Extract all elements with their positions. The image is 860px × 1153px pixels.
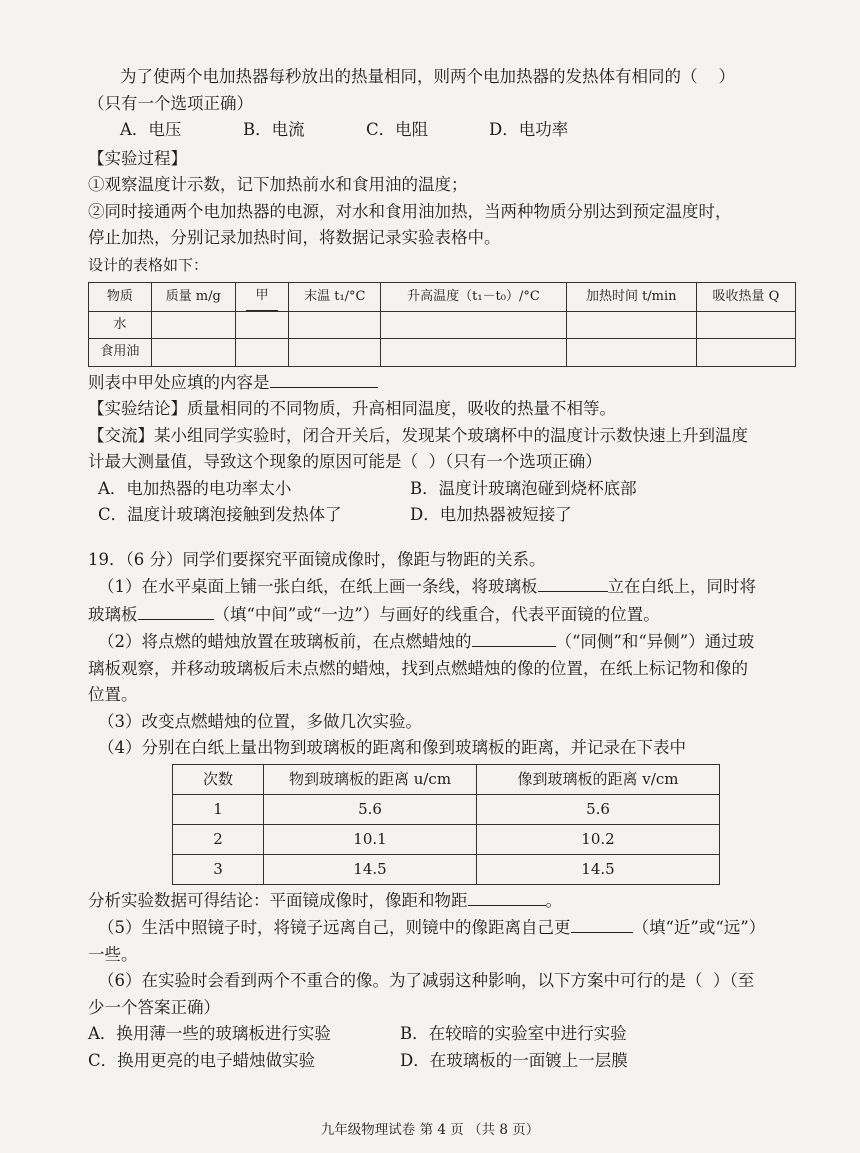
option-c: C．电阻 <box>366 120 429 139</box>
table-row <box>89 339 796 367</box>
q19-part3: （3）改变点燃蜡烛的位置，多做几次实验。 <box>98 711 422 731</box>
answer-blank <box>138 601 214 620</box>
table-header-cell: 质量 m/g <box>151 283 235 312</box>
jia-blank: 甲 <box>246 283 278 311</box>
table-row: 3 14.5 14.5 <box>173 854 720 884</box>
option-row <box>88 502 804 529</box>
question-19-title: 19．（6 分）同学们要探究平面镜成像时，像距与物距的关系。 <box>88 549 546 569</box>
table-row: 1 5.6 5.6 <box>173 794 720 824</box>
option-row <box>88 1021 804 1048</box>
q19-part2-cont: 璃板观察，并移动玻璃板后未点燃的蜡烛，找到点燃蜡烛的像的位置，在纸上标记物和像的 <box>88 658 748 678</box>
table-header-row <box>89 283 796 312</box>
q19-part2-end: 位置。 <box>88 685 138 704</box>
option-a: A．电压 <box>120 120 182 139</box>
section-heading: 【实验过程】 <box>88 148 187 168</box>
q19-part6: （6）在实验时会看到两个不重合的像。为了减弱这种影响，以下方案中可行的是（ ）（至 <box>98 971 755 990</box>
conclusion: 【实验结论】质量相同的不同物质，升高相同温度，吸收的热量不相等。 <box>88 399 616 418</box>
option-d: D．电功率 <box>489 120 569 139</box>
answer-blank <box>538 573 608 592</box>
table-header-row <box>173 764 720 794</box>
option-c: C．换用更亮的电子蜡烛做实验 <box>88 1050 316 1070</box>
option-row <box>88 476 804 503</box>
option-a: A．电加热器的电功率太小 <box>98 478 292 498</box>
option-b: B．在较暗的实验室中进行实验 <box>400 1024 627 1043</box>
data-table-heating <box>88 282 796 367</box>
answer-blank <box>571 914 633 933</box>
exchange-text-cont: 计最大测量值，导致这个现象的原因可能是（ ）（只有一个选项正确） <box>88 452 602 471</box>
answer-blank <box>270 369 378 388</box>
q19-part6-cont: 少一个答案正确） <box>88 997 220 1017</box>
table-row-label: 水 <box>89 311 152 339</box>
question-text: 为了使两个电加热器每秒放出的热量相同，则两个电加热器的发热体有相同的（ ） <box>120 67 735 86</box>
table-header-cell: 末温 t₁/°C <box>289 283 381 312</box>
table-header-cell: 加热时间 t/min <box>566 283 696 312</box>
process-step-2-cont: 停止加热，分别记录加热时间，将数据记录实验表格中。 <box>88 228 501 247</box>
table-header-cell: 升高温度（t₁－t₀）/°C <box>381 283 566 312</box>
table-row-label: 食用油 <box>89 339 152 367</box>
table-header-cell <box>235 283 289 312</box>
option-row <box>88 1048 804 1075</box>
fill-blank-line: 则表中甲处应填的内容是 <box>88 369 804 397</box>
q19-part5: （5）生活中照镜子时，将镜子远离自己，则镜中的像距离自己更 （填“近”或“远”） <box>88 914 804 942</box>
table-row <box>89 311 796 339</box>
table-header-cell: 吸收热量 Q <box>696 283 795 312</box>
option-a: A．换用薄一些的玻璃板进行实验 <box>88 1024 331 1043</box>
table-header-cell: 次数 <box>173 764 264 794</box>
option-d: D．在玻璃板的一面镀上一层膜 <box>400 1050 628 1070</box>
option-d: D．电加热器被短接了 <box>410 505 572 524</box>
answer-blank <box>468 887 546 906</box>
exchange-text: 【交流】某小组同学实验时，闭合开关后，发现某个玻璃杯中的温度计示数快速上升到温度 <box>88 425 748 445</box>
q19-part5-end: 一些。 <box>88 944 138 964</box>
q19-part1: （1）在水平桌面上铺一张白纸，在纸上画一条线，将玻璃板 立在白纸上，同时将 <box>88 573 804 601</box>
process-step-1: ①观察温度计示数，记下加热前水和食用油的温度； <box>88 175 468 194</box>
page-content <box>88 64 804 1074</box>
q19-part2: （2）将点燃的蜡烛放置在玻璃板前，在点燃蜡烛的 （“同侧”和“异侧”）通过玻 <box>88 628 804 656</box>
q19-part4: （4）分别在白纸上量出物到玻璃板的距离和像到玻璃板的距离，并记录在下表中 <box>98 738 686 757</box>
option-c: C．温度计玻璃泡接触到发热体了 <box>98 505 342 524</box>
table-header-cell: 物质 <box>89 283 152 312</box>
table-row: 2 10.1 10.2 <box>173 824 720 854</box>
process-step-2: ②同时接通两个电加热器的电源，对水和食用油加热，当两种物质分别达到预定温度时， <box>88 201 732 221</box>
data-table-mirror <box>172 764 720 885</box>
table-header-cell: 物到玻璃板的距离 u/cm <box>264 764 477 794</box>
q19-part1-cont: 玻璃板 （填“中间”或“一边”）与画好的线重合，代表平面镜的位置。 <box>88 601 804 629</box>
option-b: B．电流 <box>243 120 305 139</box>
table-header-cell: 像到玻璃板的距离 v/cm <box>477 764 720 794</box>
option-row <box>88 117 804 144</box>
page-footer: 九年级物理试卷 第 4 页 （共 8 页） <box>320 1122 540 1138</box>
question-note: （只有一个选项正确） <box>88 93 253 113</box>
option-b: B．温度计玻璃泡碰到烧杯底部 <box>410 478 637 498</box>
answer-blank <box>472 628 556 647</box>
table-intro: 设计的表格如下： <box>88 255 209 274</box>
analysis-line: 分析实验数据可得结论：平面镜成像时，像距和物距 。 <box>88 887 804 915</box>
